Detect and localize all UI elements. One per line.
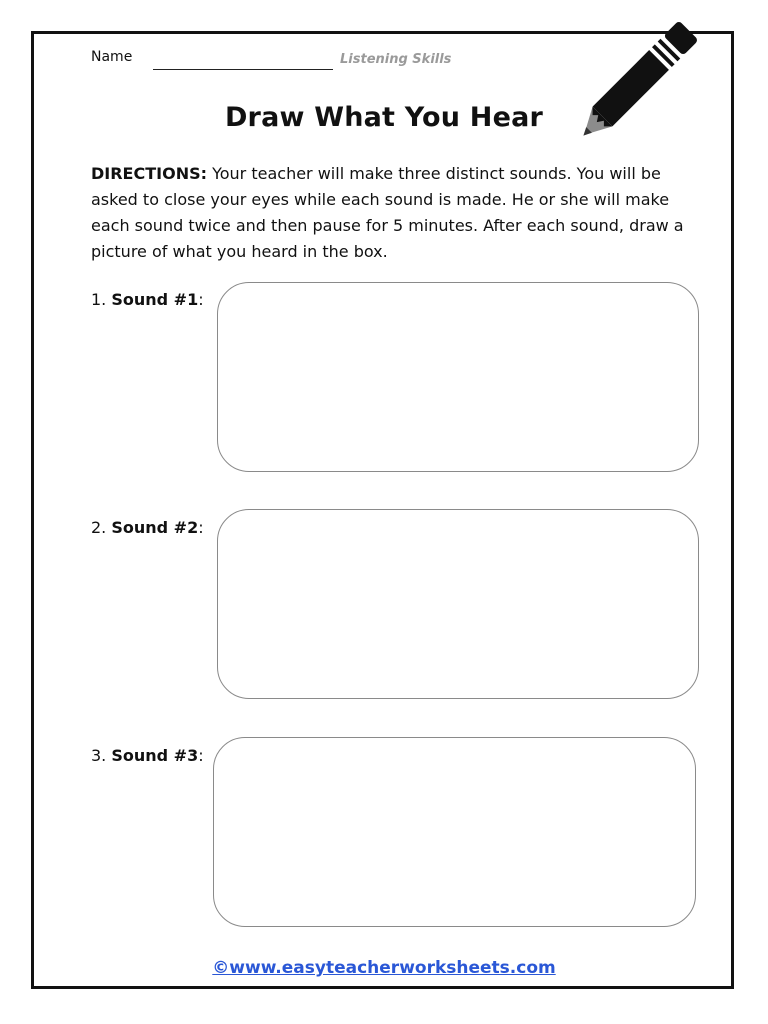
directions-body: Your teacher will make three distinct sounds. You will be asked to close your eyes while each sound is made. He or she will make each sound twice and then pause for 5 minutes. After each sound, draw a picture of what you heard in the box. xyxy=(91,164,684,261)
sound-number: 3. xyxy=(91,746,107,765)
sound-3-drawing-box[interactable] xyxy=(213,737,696,927)
directions-text xyxy=(91,161,691,265)
sound-2-label: 2. Sound #2: xyxy=(91,518,204,537)
page-title: Draw What You Hear xyxy=(224,102,544,133)
copyright-link[interactable]: ©www.easyteacherworksheets.com xyxy=(212,958,556,978)
sound-1-label: 1. Sound #1: xyxy=(91,290,204,309)
sound-2-drawing-box[interactable] xyxy=(217,509,699,699)
sound-name: Sound #2 xyxy=(111,518,199,537)
sound-number: 1. xyxy=(91,290,107,309)
sound-1-drawing-box[interactable] xyxy=(217,282,699,472)
sound-number: 2. xyxy=(91,518,107,537)
pencil-icon xyxy=(565,14,705,154)
sound-name: Sound #3 xyxy=(111,746,199,765)
directions-label: DIRECTIONS: xyxy=(91,164,208,183)
sound-3-label: 3. Sound #3: xyxy=(91,746,204,765)
name-label: Name xyxy=(91,49,133,65)
subject-label: Listening Skills xyxy=(340,52,452,67)
sound-name: Sound #1 xyxy=(111,290,199,309)
name-input-line[interactable] xyxy=(153,69,333,70)
